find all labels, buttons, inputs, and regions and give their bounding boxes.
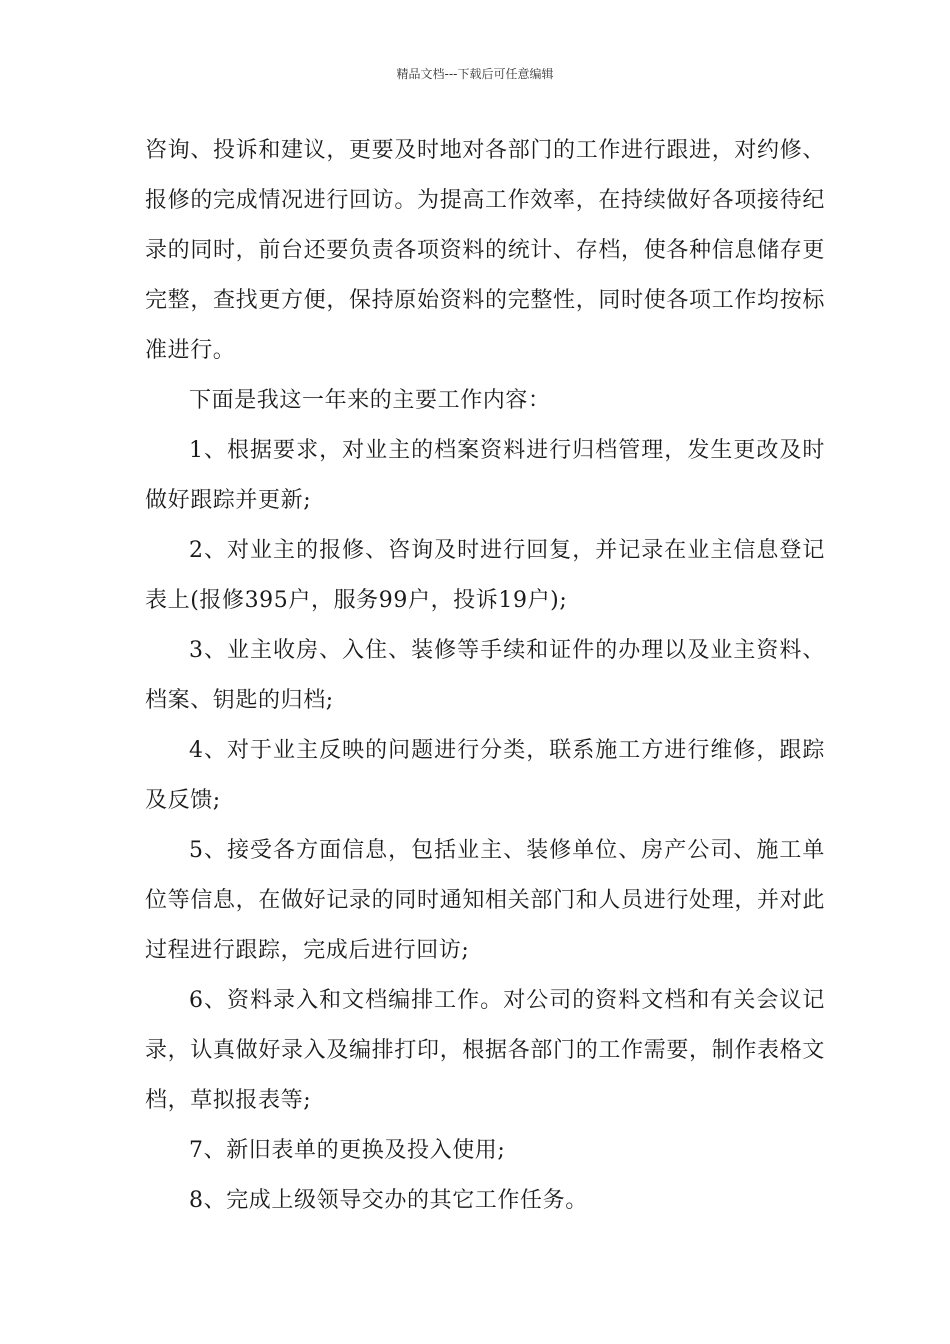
list-item-3: 3、业主收房、入住、装修等手续和证件的办理以及业主资料、档案、钥匙的归档; (145, 638, 825, 713)
list-item-7: 7、新旧表单的更换及投入使用; (189, 1138, 506, 1163)
list-item-5: 5、接受各方面信息，包括业主、装修单位、房产公司、施工单位等信息，在做好记录的同时通知相关部门和人员进行处理，并对此过程进行跟踪，完成后进行回访; (145, 838, 825, 963)
page-header: 精品文档---下载后可任意编辑 (396, 67, 554, 81)
list-item-2: 2、对业主的报修、咨询及时进行回复，并记录在业主信息登记表上(报修395户，服务99户，投诉19户); (145, 538, 825, 613)
list-item-6: 6、资料录入和文档编排工作。对公司的资料文档和有关会议记录，认真做好录入及编排打印，根据各部门的工作需要，制作表格文档，草拟报表等; (145, 988, 825, 1113)
list-item-8: 8、完成上级领导交办的其它工作任务。 (189, 1188, 588, 1213)
paragraph-continued: 咨询、投诉和建议，更要及时地对各部门的工作进行跟进，对约修、报修的完成情况进行回访。为提高工作效率，在持续做好各项接待纪录的同时，前台还要负责各项资料的统计、存档，使各种信息储存更完整，查找更方便，保持原始资料的完整性，同时使各项工作均按标准进行。 (145, 138, 825, 363)
document-body (145, 126, 825, 1226)
paragraph-intro: 下面是我这一年来的主要工作内容： (189, 388, 551, 413)
list-item-1: 1、根据要求，对业主的档案资料进行归档管理，发生更改及时做好跟踪并更新; (145, 438, 825, 513)
list-item-4: 4、对于业主反映的问题进行分类，联系施工方进行维修，跟踪及反馈; (145, 738, 825, 813)
